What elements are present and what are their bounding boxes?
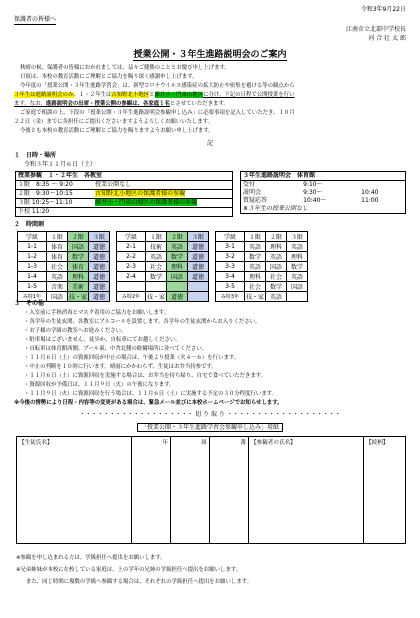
grade-field[interactable]: 年 — [132, 437, 171, 544]
slip-note-3: また、同じ時間に複数の学級へ参観する場合は、それぞれの学級担任へ提出をお願いします。 — [26, 579, 252, 585]
list-item: ・お子様の学級の教室へお進みください。 — [24, 328, 127, 334]
slip-note-1: ※参観を申し込まれる方は、学級担任へ提出をお願いします。 — [16, 555, 166, 561]
section1-heading: １ 日時・場所 — [14, 152, 57, 159]
list-item: ・１１月６日（土）に資源回収を実施する場合は、お弁当を持ち帰り、自宅で食べていただきます。 — [24, 373, 267, 379]
visitor-name-field[interactable]: 【参観者の氏名】 — [249, 437, 364, 544]
application-slip — [16, 436, 406, 544]
section3-heading: ３ その他 — [14, 300, 45, 307]
table-row: 1-3 社会 体育 道徳 2-3 社会 理科 道徳 3-3 英語 国語 数学 — [18, 262, 308, 272]
table-row: ※３年生の授業公開なし — [241, 205, 406, 214]
list-item: ・駐車場はございません。徒歩か、自転車にてお越しください。 — [24, 337, 181, 343]
relationship-field[interactable]: 【続柄】 — [364, 437, 406, 544]
slip-title: 「授業公開・３年生進路学習会参観申し込み」用紙 — [0, 424, 420, 432]
section3-note: ※今後の情勢により日程・内容等の変更がある場合は、緊急メール並びに本校ホームページでお知らせします。 — [14, 400, 283, 406]
career-meeting-title: ３年生進路説明会 体育館 — [241, 172, 406, 181]
school-name: 江南市立北部中学校長 — [345, 26, 406, 33]
event-date: 令和３年１１月６日（土） — [24, 161, 97, 168]
table-row: み特1年 国語 技・家 道徳 み特2年 技・家 道徳 み特3年 技・家 英語 — [18, 292, 308, 302]
list-item: ・中止の判断を１０時に行います。晴雨にかかわらず、生徒はお弁当持参です。 — [24, 364, 217, 370]
list-item: ・各学年の生徒玄関、各教室にアルコールを設置します。各学年の生徒玄関からお入りください。 — [24, 319, 261, 325]
student-name-field[interactable]: 【生徒氏名】 — [17, 437, 132, 544]
list-item: ・自転車は体育館西側、プール東、中舎北側の駐輪場所に並べてください。 — [24, 346, 208, 352]
table-row: 1-2 体育 数学 道徳 2-2 英語 数学 道徳 3-2 数学 英語 理科 — [18, 252, 308, 262]
career-meeting-table — [240, 171, 406, 214]
table-row: 1-4 英語 理科 道徳 2-4 数学 国語 道徳 3-4 理科 社会 英語 — [18, 272, 308, 282]
date: 令和3年9月22日 — [360, 6, 406, 13]
body-p2: 日頃は、本校の教育活動にご理解とご協力を賜り深く感謝申し上げます。 — [20, 74, 198, 80]
list-item: ・資源回収が予備日は、１１月９日（火）の午後になります。 — [24, 382, 175, 388]
body-p3: 今年度の「授業公開・３年生進路学習会」は、新型コロナウイルス感染症の拡大防止や密集を避ける等の観点から — [20, 83, 295, 89]
table-row: ３限 10:25～11:10 藤井小・門弟山地区の保護者様の参観 — [16, 199, 233, 208]
table-row: 1-5 音楽 美術 道徳 3-5 社会 数学 国語 — [18, 282, 308, 292]
class-field[interactable]: 組 — [171, 437, 210, 544]
table-row: １限 8:35 ～ 9:20 授業公開なし — [16, 181, 233, 190]
recipient: 保護者の皆様へ — [14, 16, 57, 23]
list-item: ・１１月６日（土）の資源回収が中止の場合は、午後より授業（火４～６）を行います。 — [24, 355, 240, 361]
body-p6: ご家庭で相談の上、下段の「授業公開・３年生進路説明会参観申し込み」に必要事項を記入していただき、１０月 — [20, 110, 295, 116]
principal-name: 河 合 壮 太 郎 — [368, 35, 406, 42]
body-p4: ３年生は進路説明会のみ、１・２年生は古知野北小地区と藤井小・門弟山地区に分け、下記の日程で公開授業を行い — [14, 92, 295, 98]
body-p7: ２２日（金）までに各担任にご提出くださいますようよろしくお願いいたします。 — [14, 119, 214, 125]
section2-heading: ２ 時間割 — [14, 221, 45, 228]
body-p5: ます。なお、進路説明会の出席・授業公開の参観は、各家庭１名とさせていただきます。 — [14, 101, 229, 107]
cut-line: ・・・・・・・・・・・・・・・・・・・ 切 り 取 り ・・・・・・・・・・・・・・・・・・・ — [79, 411, 341, 418]
body-p1: 秋晴の候、保護者の皆様におかれましては、益々ご健勝のこととお慶び申し上げます。 — [20, 65, 230, 71]
list-item: ・１１月９日（火）に資源回収を行う場合は、１１月６日（土）に実施する予定の３０分程度行います。 — [24, 391, 277, 397]
table-row: 質疑応答 10:40～ 11:00 — [241, 197, 406, 205]
number-field[interactable]: 番 — [210, 437, 249, 544]
lesson-schedule-title: 授業参観 １・２年生 各教室 — [16, 172, 233, 181]
table-row: ２限 9:30～10:15 古知野北小地区の保護者様の参観 — [16, 190, 233, 199]
body-p8: 今後とも本校の教育活動にご理解とご協力を賜りますようお願い申し上げます。 — [20, 128, 214, 134]
ki-heading: 記 — [206, 140, 213, 147]
table-row: 受付 9:10～ — [241, 181, 406, 190]
table-row: 1-1 体育 国語 道徳 2-1 技術 英語 道徳 3-1 英語 理科 英語 — [18, 242, 308, 252]
timetable-header: 学級 １限 ２限 ３限 学級 １限 ２限 ３限 学級 １限 ２限 ３限 — [18, 232, 308, 242]
timetable — [17, 231, 308, 302]
table-row: 説明会 9:30～ 10:40 — [241, 189, 406, 197]
lesson-schedule-table — [15, 171, 233, 217]
slip-note-2: ※兄弟姉妹が本校に在校している家庭は、上の学年の兄姉の学級担任へ提出をお願いします。 — [16, 567, 242, 573]
page-title: 授業公開・３年生進路説明会のご案内 — [133, 50, 287, 60]
list-item: ・入室前に手指消毒とマスク着用のご協力をお願いします。 — [24, 310, 170, 316]
table-row: 下校 11:20 — [16, 208, 233, 217]
